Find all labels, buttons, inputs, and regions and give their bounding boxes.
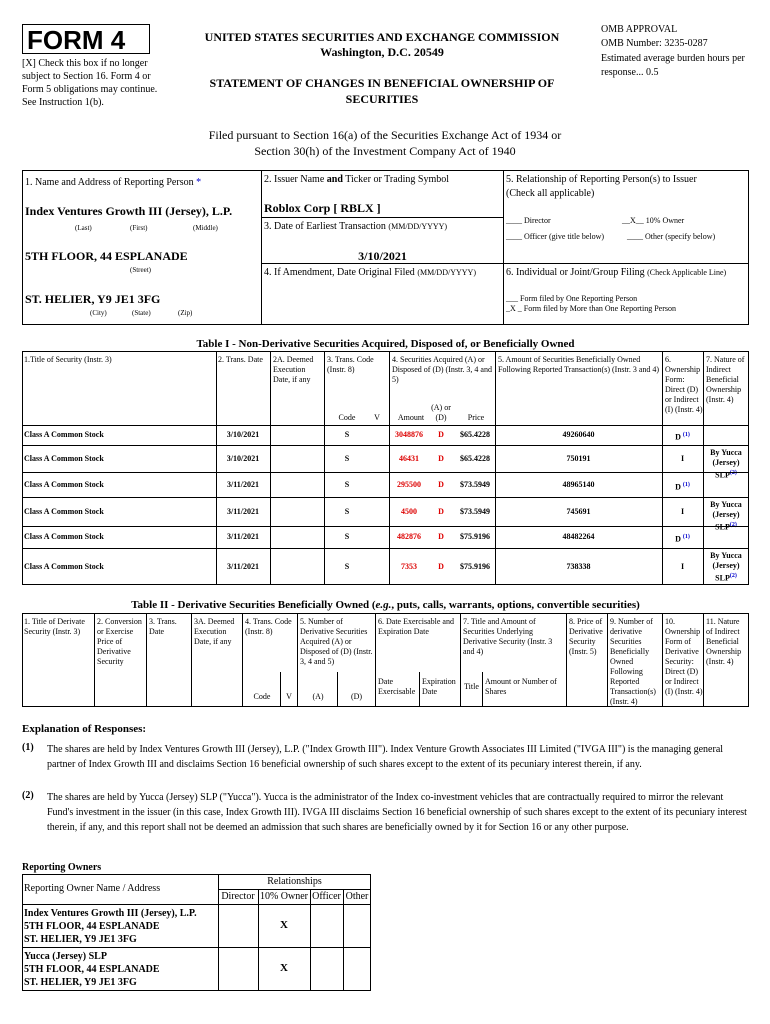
t1-nature: By Yucca (Jersey) SLP$^{(2)}$ bbox=[710, 500, 742, 532]
filed-pursuant-line1: Filed pursuant to Section 16(a) of the Securities Exchange Act of 1934 or bbox=[208, 128, 562, 142]
filed-pursuant-line2: Section 30(h) of the Investment Company Act of 1940 bbox=[254, 144, 516, 158]
owner1-l1: Index Ventures Growth III (Jersey), L.P. bbox=[24, 908, 197, 919]
t1-date: 3/11/2021 bbox=[226, 479, 259, 489]
t1-code: S bbox=[344, 561, 350, 571]
owners-col-officer: Officer bbox=[312, 891, 341, 902]
owner1-l3: ST. HELIER, Y9 JE1 3FG bbox=[24, 934, 137, 945]
t1-date: 3/11/2021 bbox=[226, 506, 259, 516]
t1-form: I bbox=[680, 506, 685, 516]
t1-owned: 48965140 bbox=[562, 479, 595, 489]
box6-label: 6. Individual or Joint/Group Filing (Check Applicable Line) bbox=[506, 267, 727, 278]
t1-h-code: Code bbox=[338, 413, 356, 422]
t1-h7: 7. Nature of Indirect Beneficial Ownership (Instr. 4) bbox=[706, 355, 745, 404]
t1-owned: 750191 bbox=[566, 453, 591, 463]
table1 bbox=[22, 351, 749, 585]
t1-h3: 3. Trans. Code (Instr. 8) bbox=[327, 355, 374, 374]
ten-pct-owner-option: __X__ 10% Owner bbox=[622, 216, 685, 225]
street-label: (Street) bbox=[130, 266, 151, 274]
t1-date: 3/10/2021 bbox=[226, 430, 260, 439]
zip-label: (Zip) bbox=[178, 309, 193, 317]
statement-title: STATEMENT OF CHANGES IN BENEFICIAL OWNERSHIP OF SECURITIES bbox=[209, 76, 555, 106]
t1-aord: D bbox=[438, 532, 444, 541]
t1-date: 3/11/2021 bbox=[226, 532, 259, 541]
t1-aord: D bbox=[438, 430, 444, 439]
t2-h-date-ex: Date Exercisable bbox=[378, 677, 416, 696]
t1-h5: 5. Amount of Securities Beneficially Owned Following Reported Transaction(s) (Instr. 3 and 4) bbox=[498, 355, 660, 374]
t1-aord: D bbox=[438, 506, 444, 516]
t1-title: Class A Common Stock bbox=[24, 532, 104, 541]
box4-label: 4. If Amendment, Date Original Filed (MM/DD/YYYY) bbox=[264, 267, 476, 278]
t1-code: S bbox=[344, 430, 350, 439]
t1-h6: 6. Ownership Form: Direct (D) or Indirect (I) (Instr. 4) bbox=[665, 355, 703, 414]
t1-price: $75.9196 bbox=[460, 532, 490, 541]
omb-approval: OMB APPROVAL bbox=[601, 24, 678, 35]
more-person-option: _X _ Form filed by More than One Reporting Person bbox=[506, 304, 676, 313]
t1-title: Class A Common Stock bbox=[24, 453, 104, 463]
t1-amount: 295500 bbox=[397, 479, 421, 489]
one-person-option: ___ Form filed by One Reporting Person bbox=[506, 294, 638, 303]
issuer-name: Roblox Corp [ RBLX ] bbox=[264, 201, 381, 215]
box3-label: 3. Date of Earliest Transaction (MM/DD/YYYY) bbox=[264, 221, 448, 232]
owners-col-ten: 10% Owner bbox=[259, 891, 309, 902]
t2-h-title: Title bbox=[464, 682, 479, 691]
t1-amount: 7353 bbox=[401, 561, 417, 571]
t2-h7: 7. Title and Amount of Securities Underlying Derivative Security (Instr. 3 and 4) bbox=[463, 617, 553, 656]
explanation-heading: Explanation of Responses: bbox=[22, 723, 147, 735]
owner2-l2: 5TH FLOOR, 44 ESPLANADE bbox=[24, 964, 160, 975]
explanation-text-1: The shares are held by Index Ventures Growth III (Jersey), L.P. ("Index Growth III"). Index Venture Growth Associates III Limited ("IVGA III") is the managing general partner of Index Growth III and disclaims Section 16 beneficial ownership of such shares except to the extent of its pecuniary interest therein, if any. bbox=[47, 744, 724, 770]
explanation-num-2: (2) bbox=[22, 790, 34, 801]
owner1-ten-mark: X bbox=[280, 919, 288, 931]
state-label: (State) bbox=[132, 309, 151, 317]
t1-owned: 738338 bbox=[566, 561, 591, 571]
t2-h3a: 3A. Deemed Execution Date, if any bbox=[194, 617, 235, 646]
agency-location: Washington, D.C. 20549 bbox=[320, 45, 444, 59]
street-value: 5TH FLOOR, 44 ESPLANADE bbox=[25, 249, 188, 263]
box5-label: 5. Relationship of Reporting Person(s) to Issuer bbox=[506, 174, 697, 185]
t1-h1: 1.Title of Security (Instr. 3) bbox=[24, 355, 112, 364]
t1-h2: 2. Trans. Date bbox=[218, 355, 263, 364]
omb-number: OMB Number: 3235-0287 bbox=[601, 38, 708, 49]
earliest-transaction-date: 3/10/2021 bbox=[358, 249, 407, 263]
t2-h-amount-shares: Amount or Number of Shares bbox=[485, 677, 557, 696]
owners-relationships: Relationships bbox=[267, 876, 322, 887]
t1-amount: 4500 bbox=[401, 506, 417, 516]
t1-owned: 745691 bbox=[566, 506, 591, 516]
box5-sub: (Check all applicable) bbox=[506, 188, 595, 199]
t1-h-aord: (A) or (D) bbox=[431, 403, 451, 422]
t1-nature: By Yucca (Jersey) SLP$^{(2)}$ bbox=[710, 448, 742, 480]
first-label: (First) bbox=[130, 224, 148, 232]
form-title: FORM 4 bbox=[27, 25, 126, 55]
box1-label: 1. Name and Address of Reporting Person * bbox=[25, 177, 202, 188]
t1-owned: 49260640 bbox=[562, 430, 595, 439]
t1-title: Class A Common Stock bbox=[24, 506, 104, 516]
t2-h-code: Code bbox=[253, 692, 271, 701]
t1-form: I bbox=[680, 453, 685, 463]
table1-title: Table I - Non-Derivative Securities Acquired, Disposed of, or Beneficially Owned bbox=[196, 338, 575, 350]
t1-code: S bbox=[344, 506, 350, 516]
t2-h10: 10. Ownership Form of Derivative Security: Direct (D) or Indirect (I) (Instr. 4) bbox=[665, 617, 703, 696]
t1-amount: 46431 bbox=[399, 453, 419, 463]
t1-aord: D bbox=[438, 479, 444, 489]
owners-col-name: Reporting Owner Name / Address bbox=[24, 883, 161, 894]
t1-amount: 482876 bbox=[397, 532, 421, 541]
t1-price: $75.9196 bbox=[460, 561, 490, 571]
t2-h-exp: Expiration Date bbox=[422, 677, 456, 696]
t1-form: D $^{(1)}$ bbox=[675, 534, 690, 544]
form-title-box bbox=[22, 24, 150, 54]
t2-h5: 5. Number of Derivative Securities Acquired (A) or Disposed of (D) (Instr. 3, 4 and 5) bbox=[300, 617, 373, 666]
owner2-l3: ST. HELIER, Y9 JE1 3FG bbox=[24, 977, 137, 988]
t1-code: S bbox=[344, 532, 350, 541]
explanation-num-1: (1) bbox=[22, 742, 34, 753]
omb-burden: Estimated average burden hours per response... 0.5 bbox=[601, 53, 745, 78]
t2-h1: 1. Title of Derivate Security (Instr. 3) bbox=[24, 617, 85, 636]
t2-h2: 2. Conversion or Exercise Price of Derivative Security bbox=[97, 617, 142, 666]
table2-title: Table II - Derivative Securities Beneficially Owned (e.g., puts, calls, warrants, options, convertible securities) bbox=[131, 599, 640, 611]
owner2-l1: Yucca (Jersey) SLP bbox=[24, 951, 107, 962]
t1-title: Class A Common Stock bbox=[24, 479, 104, 489]
t1-h-v: V bbox=[374, 413, 380, 422]
t2-h3: 3. Trans. Date bbox=[149, 617, 177, 636]
no-longer-subject-note: [X] Check this box if no longer subject to Section 16. Form 4 or Form 5 obligations may continue. See Instruction 1(b). bbox=[22, 58, 158, 108]
director-option: ____ Director bbox=[506, 216, 551, 225]
t1-code: S bbox=[344, 453, 350, 463]
t1-price: $65.4228 bbox=[460, 430, 490, 439]
t1-aord: D bbox=[438, 561, 444, 571]
owners-col-other: Other bbox=[345, 891, 369, 902]
t2-h8: 8. Price of Derivative Security (Instr. 5) bbox=[569, 617, 603, 656]
t2-h-d: (D) bbox=[350, 692, 363, 701]
t2-h-a: (A) bbox=[312, 692, 324, 701]
agency-title: UNITED STATES SECURITIES AND EXCHANGE COMMISSION bbox=[204, 30, 560, 44]
t2-h6: 6. Date Exercisable and Expiration Date bbox=[378, 617, 454, 636]
t1-form: D $^{(1)}$ bbox=[675, 481, 690, 492]
last-label: (Last) bbox=[75, 224, 92, 232]
t1-h-amount: Amount bbox=[397, 413, 425, 422]
t1-price: $73.5949 bbox=[460, 506, 490, 516]
t1-price: $73.5949 bbox=[460, 479, 490, 489]
city-value: ST. HELIER, Y9 JE1 3FG bbox=[25, 292, 161, 306]
t1-code: S bbox=[344, 479, 350, 489]
t2-h4: 4. Trans. Code (Instr. 8) bbox=[245, 617, 292, 636]
t2-h-v: V bbox=[286, 692, 292, 701]
t1-h-price: Price bbox=[467, 413, 485, 422]
officer-option: ____ Officer (give title below) bbox=[506, 232, 605, 241]
t1-amount: 3048876 bbox=[395, 430, 423, 439]
other-option: ____ Other (specify below) bbox=[627, 232, 716, 241]
owners-col-director: Director bbox=[221, 891, 255, 902]
t1-nature: By Yucca (Jersey) SLP$^{(2)}$ bbox=[710, 551, 742, 583]
t1-form: D $^{(1)}$ bbox=[675, 432, 690, 442]
t1-owned: 48482264 bbox=[562, 532, 595, 541]
explanation-text-2: The shares are held by Yucca (Jersey) SLP ("Yucca"). Yucca is the administrator of the Index co-investment vehicles that are contractually required to mirror the relevant Fund's investment in the issuer (in this case, Index Growth III). IVGA III disclaims Section 16 beneficial ownership of such shares except to the extent of its pecuniary interest therein, if any, and this report shall not be deemed an admission that such shares are beneficially owned by it for Section 16 or any other purpose. bbox=[47, 792, 747, 833]
t1-title: Class A Common Stock bbox=[24, 430, 104, 439]
t1-date: 3/10/2021 bbox=[226, 453, 260, 463]
reporting-person-name: Index Ventures Growth III (Jersey), L.P. bbox=[25, 204, 233, 218]
t1-title: Class A Common Stock bbox=[24, 561, 104, 571]
city-label: (City) bbox=[90, 309, 107, 317]
t2-h9: 9. Number of derivative Securities Beneficially Owned Following Reported Transaction(s) (Instr. 4) bbox=[610, 617, 656, 706]
t1-aord: D bbox=[438, 453, 444, 463]
owner1-l2: 5TH FLOOR, 44 ESPLANADE bbox=[24, 921, 160, 932]
t1-h4: 4. Securities Acquired (A) or Disposed of (D) (Instr. 3, 4 and 5) bbox=[392, 355, 492, 384]
t1-date: 3/11/2021 bbox=[226, 561, 259, 571]
t1-h2a: 2A. Deemed Execution Date, if any bbox=[273, 355, 314, 384]
t2-h11: 11. Nature of Indirect Beneficial Ownership (Instr. 4) bbox=[706, 617, 742, 666]
owner2-ten-mark: X bbox=[280, 962, 288, 974]
owners-heading: Reporting Owners bbox=[22, 862, 102, 873]
middle-label: (Middle) bbox=[193, 224, 218, 232]
box2-label: 2. Issuer Name and Ticker or Trading Symbol bbox=[264, 174, 450, 185]
t1-form: I bbox=[680, 561, 685, 571]
t1-price: $65.4228 bbox=[460, 453, 490, 463]
